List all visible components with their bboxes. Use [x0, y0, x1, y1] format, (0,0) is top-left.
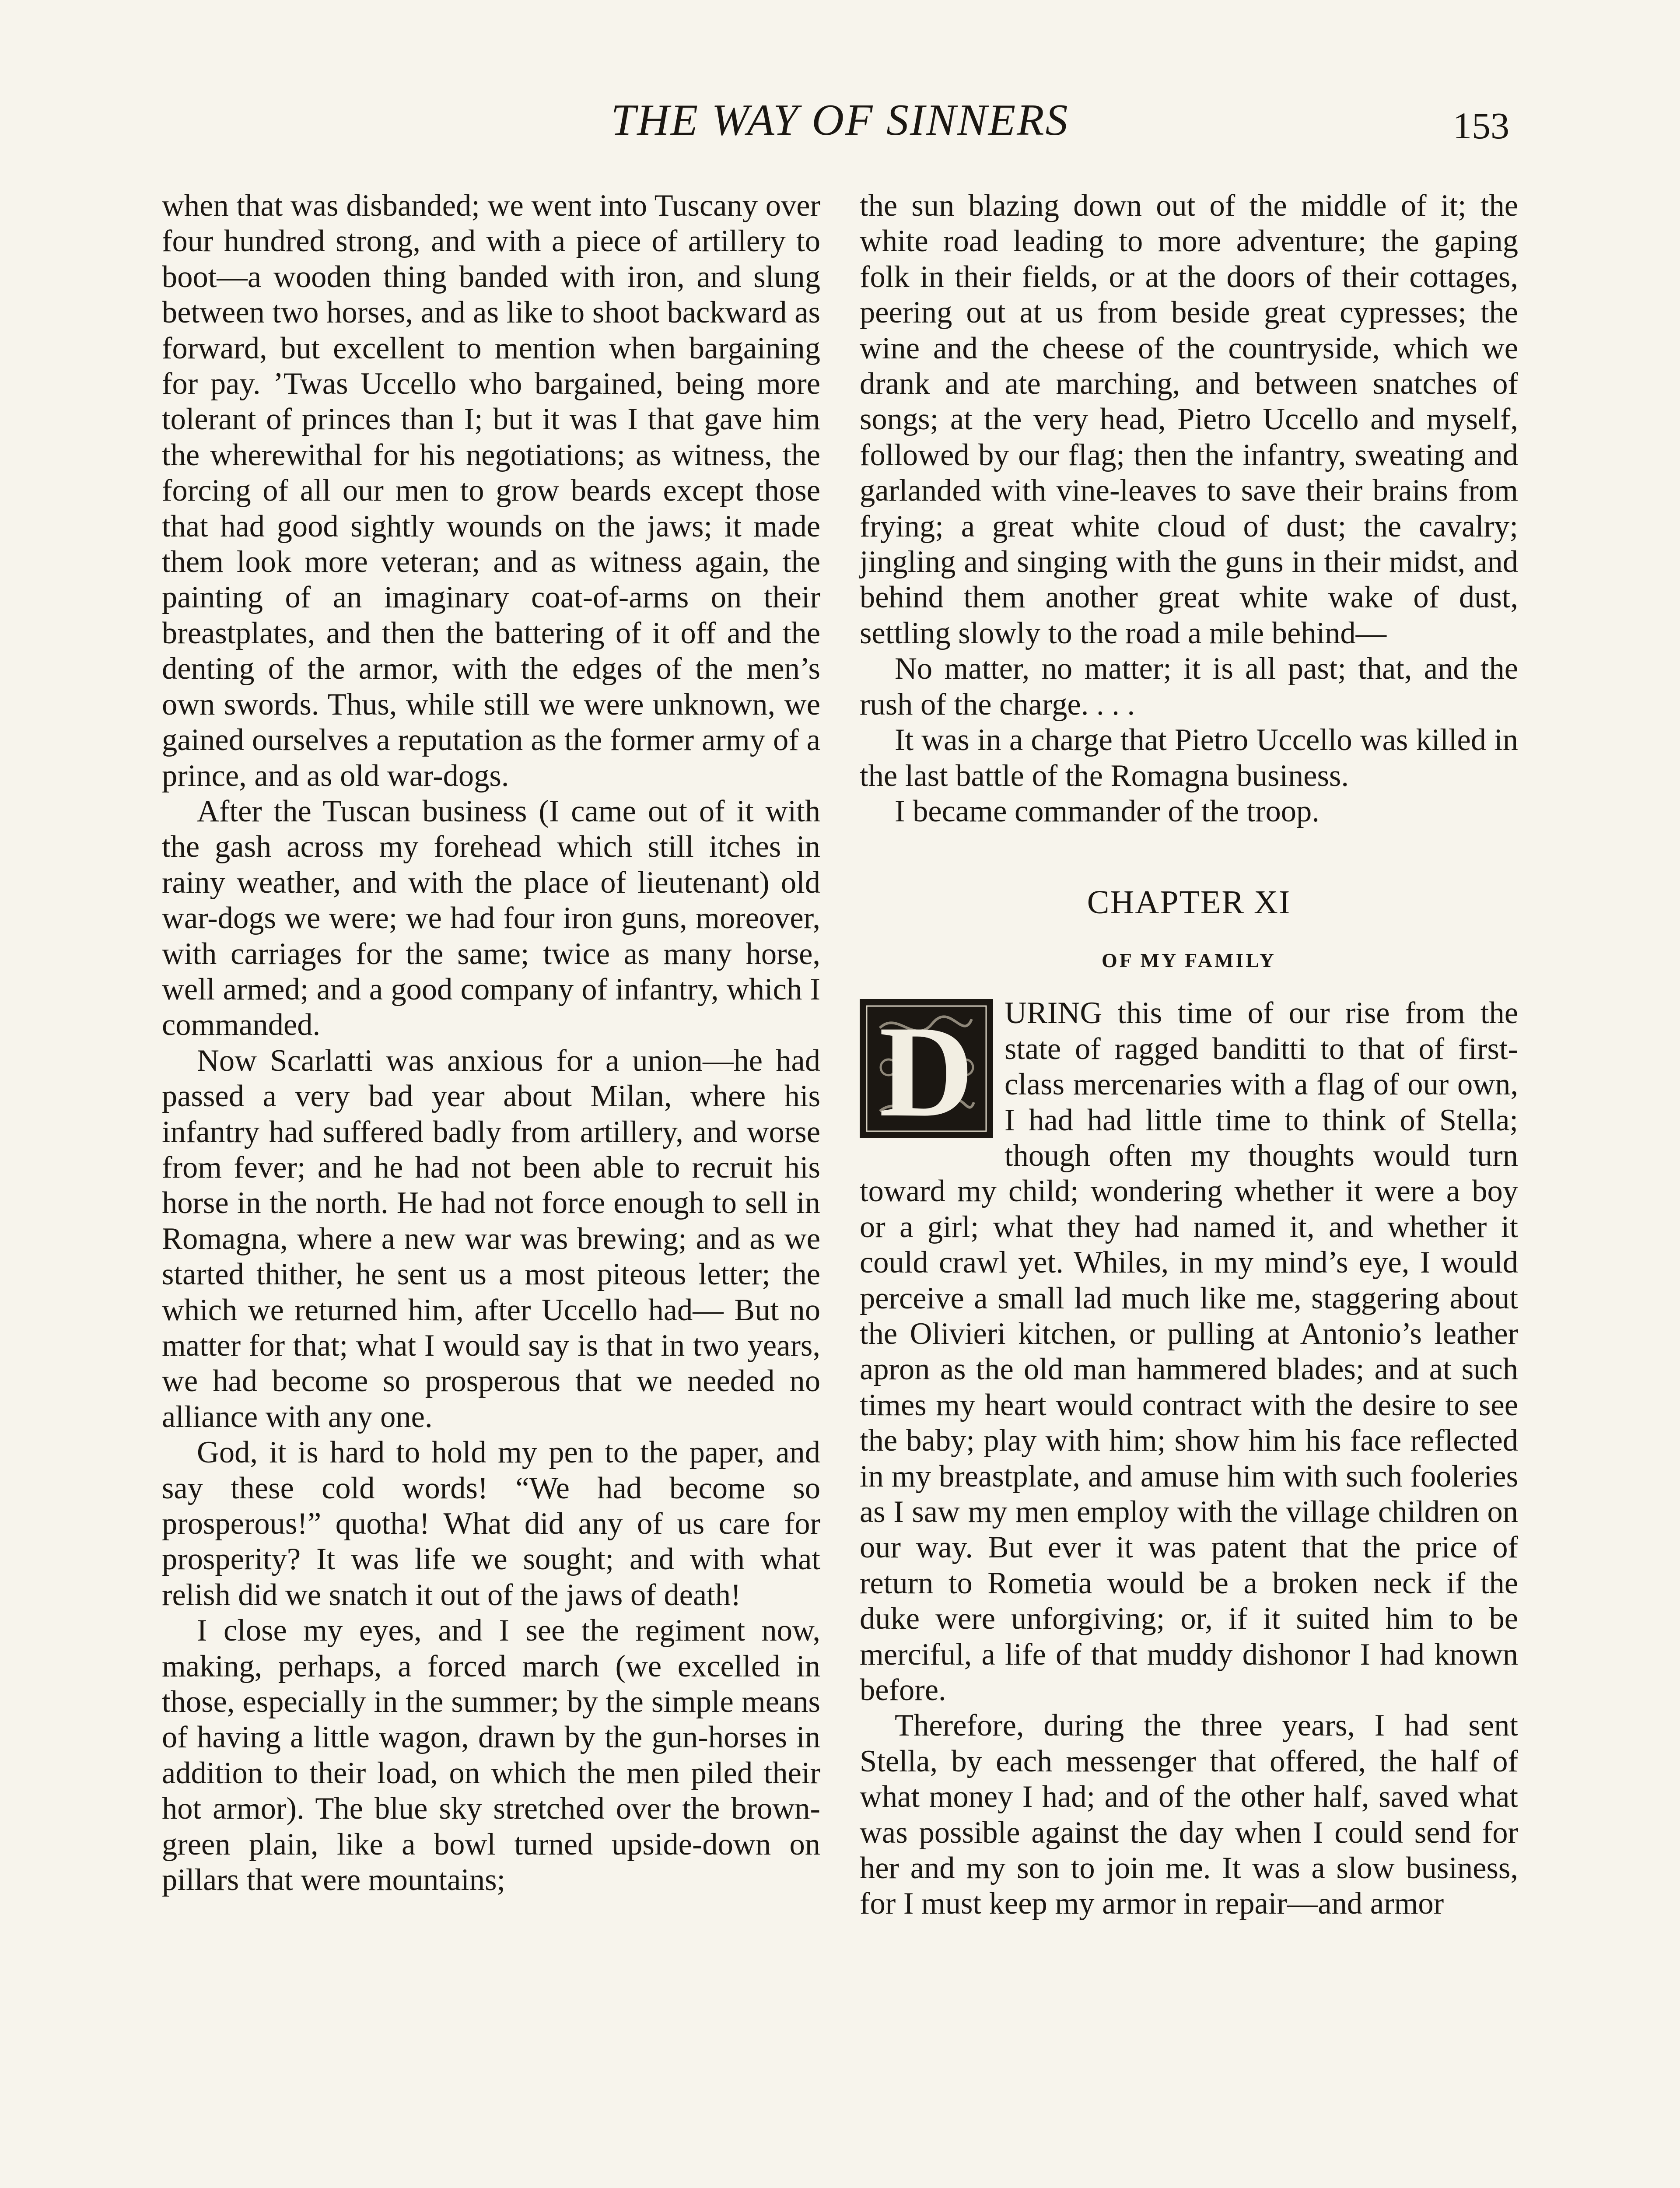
page-number: 153 — [1453, 105, 1509, 147]
chapter-subtitle: OF MY FAMILY — [1101, 949, 1276, 972]
paragraph: It was in a charge that Pietro Uccello was killed in the last battle of the Romagna business. — [860, 723, 1518, 793]
running-title: THE WAY OF SINNERS — [611, 95, 1069, 145]
paragraph: Therefore, during the three years, I had sent Stella, by each messenger that offered, the half of what money I had; and of the other half, saved what was possible against the day when I could send for her and my son to join me. It was a slow business, for I must keep my armor in repair—and armor — [860, 1708, 1518, 1921]
paragraph: After the Tuscan business (I came out of it with the gash across my forehead which still itches in rainy weather, and with the place of lieutenant) old war-dogs we were; we had four iron guns, moreover, with carriages for the same; twice as many horse, well armed; and a good company of infantry, which I commanded. — [162, 794, 820, 1042]
dropcap-letter: D — [879, 999, 974, 1144]
right-column — [860, 188, 1518, 2188]
paragraph: the sun blazing down out of the middle of it; the white road leading to more adventure; the gaping folk in their fields, or at the doors of their cottages, peering out at us from beside great cypresses; the wine and the cheese of the countryside, which we drank and ate marching, and between snatches of songs; at the very head, Pietro Uccello and myself, followed by our flag; then the infantry, sweating and garlanded with vine-leaves to save their brains from frying; a great white cloud of dust; the cavalry; jingling and singing with the guns in their midst, and behind them another great white wake of dust, settling slowly to the road a mile behind— — [860, 189, 1518, 650]
chapter-heading: CHAPTER XI — [1087, 884, 1291, 921]
paragraph: Now Scarlatti was anxious for a union—he had passed a very bad year about Milan, where his infantry had suffered badly from artillery, and worse from fever; and he had not been able to recruit his horse in the north. He had not force enough to sell in Romagna, where a new war was brewing; and as we started thither, he sent us a most piteous letter; the which we returned him, after Uccello had— But no matter for that; what I would say is that in two years, we had become so prosperous that we needed no alliance with any one. — [162, 1043, 820, 1434]
paragraph: URING this time of our rise from the state of ragged banditti to that of first-class mercenaries with a flag of our own, I had had little time to think of Stella; though often my thoughts would turn toward my child; wondering whether it were a boy or a girl; what they had named it, and whether it could crawl yet. Whiles, in my mind’s eye, I would perceive a small lad much like me, staggering about the Olivieri kitchen, or pulling at Antonio’s leather apron as the old man hammered blades; and at such times my heart would contract with the desire to see the baby; play with him; show him his face reflected in my breastplate, and amuse him with such fooleries as I saw my men employ with the village children on our way. But ever it was patent that the price of return to Rometia would be a broken neck if the duke were unforgiving; or, if it suited him to be merciful, a life of that muddy dishonor I had known before. — [860, 996, 1518, 1708]
paragraph: I close my eyes, and I see the regiment now, making, perhaps, a forced march (we excelled in those, especially in the summer; by the simple means of having a little wagon, drawn by the gun-horses in addition to their load, on which the men piled their hot armor). The blue sky stretched over the brown-green plain, like a bowl turned upside-down on pillars that were mountains; — [162, 1613, 820, 1897]
paragraph: God, it is hard to hold my pen to the paper, and say these cold words! “We had become so prosperous!” quotha! What did any of us care for prosperity? It was life we sought; and with what relish did we snatch it out of the jaws of death! — [162, 1435, 820, 1612]
paragraph: when that was disbanded; we went into Tuscany over four hundred strong, and with a piece of artillery to boot—a wooden thing banded with iron, and slung between two horses, and as like to shoot backward as forward, but excellent to mention when bargaining for pay. ’Twas Uccello who bargained, being more tolerant of princes than I; but it was I that gave him the wherewithal for his negotiations; as witness, the forcing of all our men to grow beards except those that had good sightly wounds on the jaws; it made them look more veteran; and as witness again, the painting of an imaginary coat-of-arms on their breastplates, and then the battering of it off and the denting of the armor, with the edges of the men’s own swords. Thus, while still we were unknown, we gained ourselves a reputation as the former army of a prince, and as old war-dogs. — [162, 189, 820, 793]
paragraph: I became commander of the troop. — [895, 794, 1320, 828]
left-column — [162, 188, 820, 2188]
page-header — [0, 90, 1680, 151]
ornamental-dropcap — [860, 999, 993, 1144]
paragraph: No matter, no matter; it is all past; that, and the rush of the charge. . . . — [860, 652, 1518, 722]
